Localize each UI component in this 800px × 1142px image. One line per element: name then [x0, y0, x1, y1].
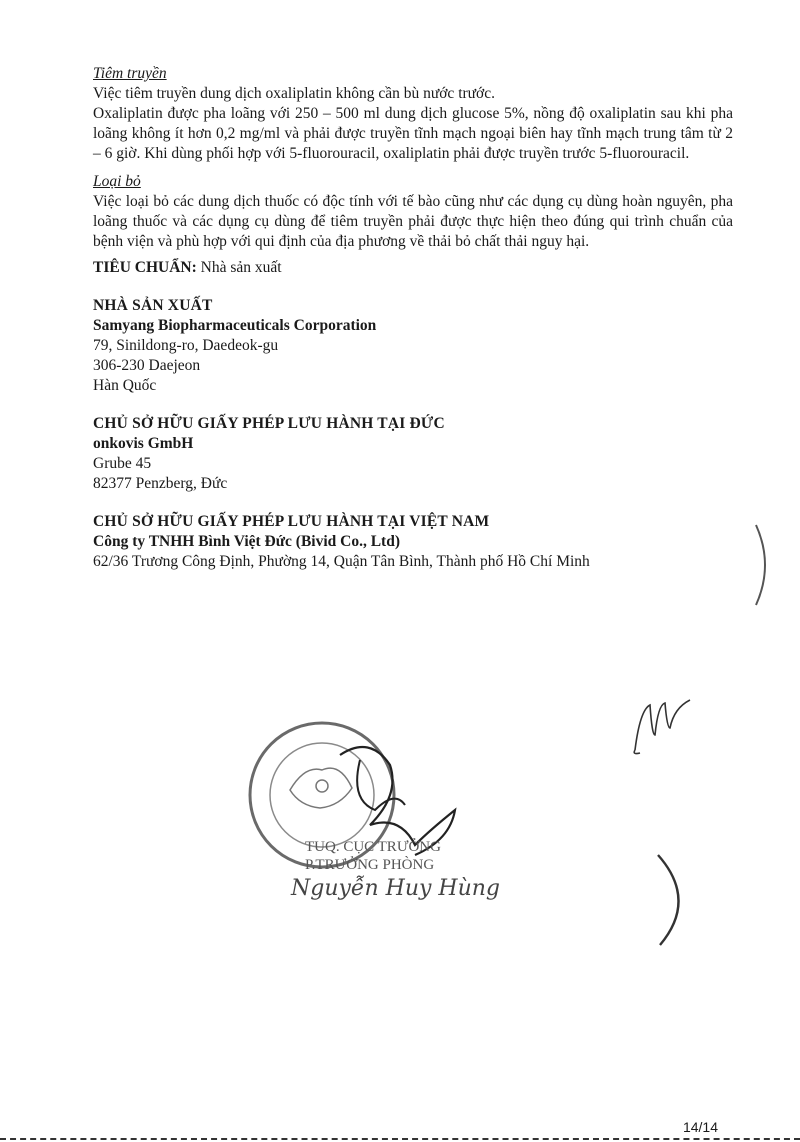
margin-bracket-mark [748, 520, 778, 610]
holder-germany-heading: CHỦ SỞ HỮU GIẤY PHÉP LƯU HÀNH TẠI ĐỨC [93, 415, 445, 432]
section-title-disposal: Loại bỏ [93, 173, 141, 190]
holder-germany-address-1: Grube 45 [93, 455, 152, 472]
manufacturer-address-1: 79, Sinildong-ro, Daedeok-gu [93, 337, 279, 354]
manufacturer-name: Samyang Biopharmaceuticals Corporation [93, 317, 377, 334]
section-title-infusion: Tiêm truyền [93, 65, 167, 82]
holder-vietnam-heading: CHỦ SỞ HỮU GIẤY PHÉP LƯU HÀNH TẠI VIỆT NAM [93, 513, 490, 530]
standard-label: TIÊU CHUẨN: [93, 259, 197, 276]
footer-divider [0, 1138, 800, 1142]
signature-line-1: TUQ. CỤC TRƯỞNG [305, 839, 441, 855]
standard-line [93, 258, 733, 278]
disposal-paragraph: Việc loại bỏ các dung dịch thuốc có độc tính với tế bào cũng như các dụng cụ dùng hoàn nguyên, pha loãng thuốc và các dụng cụ dùng để tiêm truyền phải được thực hiện theo đúng qui trình chuẩn của bệnh viện và phù hợp với qui định của địa phương về thải bỏ chất thải nguy hại. [93, 193, 733, 250]
margin-paren-mark [650, 850, 690, 950]
holder-vietnam-name: Công ty TNHH Bình Việt Đức (Bivid Co., Ltd) [93, 533, 400, 550]
manufacturer-address-3: Hàn Quốc [93, 377, 157, 394]
holder-germany-address-2: 82377 Penzberg, Đức [93, 475, 228, 492]
page-number: 14/14 [682, 1119, 718, 1135]
holder-germany-name: onkovis GmbH [93, 435, 194, 452]
manufacturer-heading: NHÀ SẢN XUẤT [93, 297, 213, 314]
initials-mark [630, 690, 700, 760]
document-body [93, 62, 733, 572]
signature-line-2: P.TRƯỞNG PHÒNG [305, 857, 435, 873]
standard-value: Nhà sản xuất [200, 259, 282, 276]
manufacturer-address-2: 306-230 Daejeon [93, 357, 201, 374]
holder-vietnam-address: 62/36 Trương Công Định, Phường 14, Quận Tân Bình, Thành phố Hồ Chí Minh [93, 553, 590, 570]
signature-block [291, 838, 501, 901]
infusion-paragraph: Oxaliplatin được pha loãng với 250 – 500 ml dung dịch glucose 5%, nồng độ oxaliplatin sau khi pha loãng không ít hơn 0,2 mg/ml và phải được truyền tĩnh mạch ngoại biên hay tĩnh mạch trung tâm từ 2 – 6 giờ. Khi dùng phối hợp với 5-fluorouracil, oxaliplatin phải được truyền trước 5-fluorouracil. [93, 105, 733, 162]
signature-name: Nguyễn Huy Hùng [291, 876, 501, 901]
infusion-line: Việc tiêm truyền dung dịch oxaliplatin không cần bù nước trước. [93, 85, 496, 102]
